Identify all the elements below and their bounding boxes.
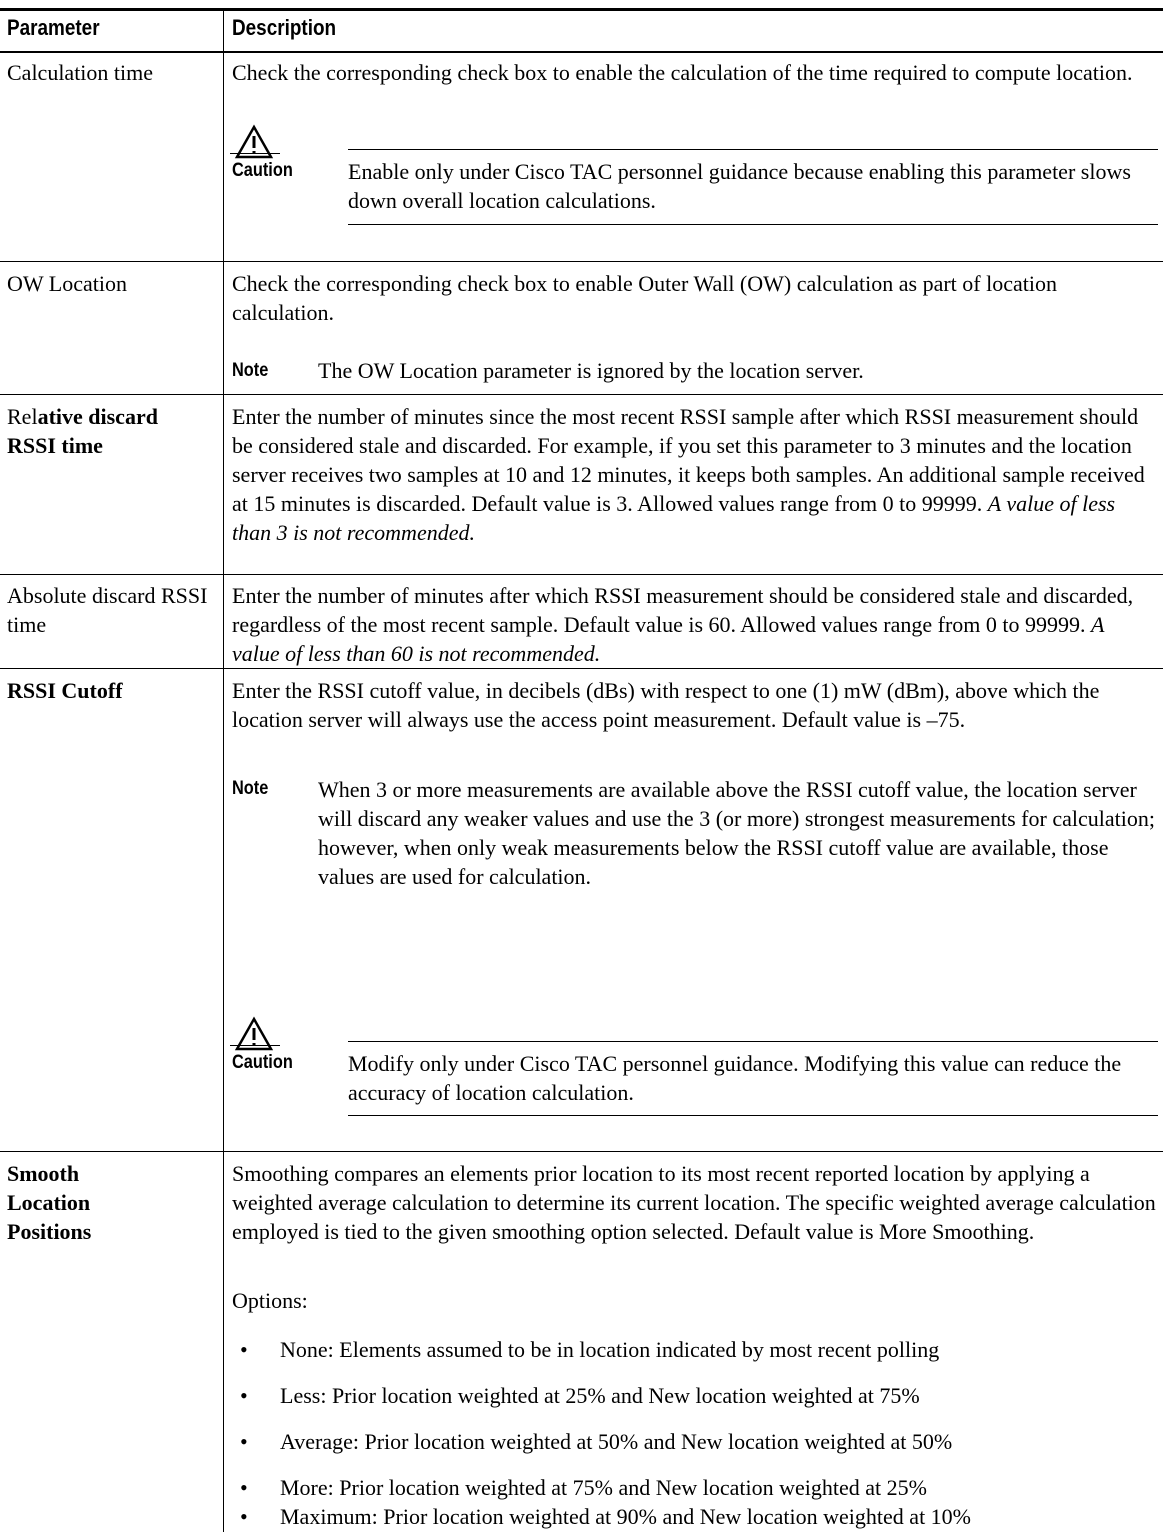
caution-text: Enable only under Cisco TAC personnel guidance because enabling this parameter slows down overall location calculations. [348, 159, 1131, 213]
column-header-description: Description [232, 15, 337, 40]
bullet-dot: • [240, 1383, 248, 1408]
column-divider [223, 11, 224, 1532]
caution-label: Caution [232, 160, 293, 181]
caution-icon-underline [230, 1045, 280, 1046]
note-text: When 3 or more measurements are available above the RSSI cutoff value, the location server will discard any weaker values and use the 3 (or more) strongest measurements for calculation; however, when only weak measurements below the RSSI cutoff value are available, those values are used for calculation. [318, 777, 1155, 889]
desc-absolute-discard-rssi-time [232, 581, 1157, 668]
param-absolute-discard-rssi-time: Absolute discard RSSI time [7, 583, 208, 637]
column-header-parameter: Parameter [7, 15, 100, 40]
param-smooth-location-positions: Smooth Location Positions [7, 1161, 92, 1244]
caution-top-rule [348, 1041, 1158, 1042]
row-separator [0, 1151, 1163, 1152]
caution-top-rule [348, 149, 1158, 150]
bullet-dot: • [240, 1504, 248, 1529]
param-rssi-cutoff: RSSI Cutoff [7, 678, 123, 703]
param-line2: RSSI time [7, 433, 103, 458]
row-separator [0, 261, 1163, 262]
option-text: Average: Prior location weighted at 50% and New location weighted at 50% [280, 1429, 953, 1454]
note-text: The OW Location parameter is ignored by the location server. [318, 358, 864, 383]
note-label: Note [232, 778, 269, 799]
option-text: None: Elements assumed to be in location indicated by most recent polling [280, 1337, 940, 1362]
caution-warning-icon [233, 1016, 275, 1054]
header-bottom-rule [0, 51, 1163, 53]
row-separator [0, 574, 1163, 575]
desc-ow-location: Check the corresponding check box to enable Outer Wall (OW) calculation as part of location calculation. [232, 271, 1057, 325]
param-calculation-time: Calculation time [7, 60, 154, 85]
option-text: Maximum: Prior location weighted at 90% and New location weighted at 10% [280, 1504, 972, 1529]
bullet-dot: • [240, 1429, 248, 1454]
param-bold: ative discard [37, 404, 158, 429]
caution-bottom-rule [348, 1115, 1158, 1116]
desc-text: Enter the number of minutes since the most recent RSSI sample after which RSSI measurement should be considered stale and discarded. For example, if you set this parameter to 3 minutes and the location server receives two samples at 10 and 12 minutes, it keeps both samples. An additional sample received at 15 minutes is discarded. Default value is 3. Allowed values range from 0 to 99999. [232, 404, 1145, 516]
caution-icon-underline [230, 153, 280, 154]
row-separator [0, 394, 1163, 395]
caution-bottom-rule [348, 224, 1158, 225]
header-top-rule [0, 8, 1163, 11]
option-text: More: Prior location weighted at 75% and New location weighted at 25% [280, 1475, 927, 1500]
caution-text: Modify only under Cisco TAC personnel guidance. Modifying this value can reduce the accuracy of location calculation. [348, 1051, 1122, 1105]
desc-text: Enter the number of minutes after which RSSI measurement should be considered stale and discarded, regardless of the most recent sample. Default value is 60. Allowed values range from 0 to 99999. [232, 583, 1134, 637]
param-ow-location: OW Location [7, 271, 127, 296]
option-text: Less: Prior location weighted at 25% and New location weighted at 75% [280, 1383, 920, 1408]
desc-italic-note: A value of less than 3 is not recommended. [232, 491, 1116, 545]
param-relative-discard-rssi-time [7, 402, 217, 460]
row-separator [0, 668, 1163, 669]
desc-italic-note: A value of less than 60 is not recommended. [232, 612, 1105, 666]
desc-smooth-location-positions: Smoothing compares an elements prior location to its most recent reported location by applying a weighted average calculation to determine its current location. The specific weighted average calculation employed is tied to the given smoothing option selected. Default value is More Smoothing. [232, 1161, 1156, 1244]
bullet-dot: • [240, 1475, 248, 1500]
desc-calculation-time: Check the corresponding check box to enable the calculation of the time required to compute location. [232, 60, 1133, 85]
caution-warning-icon [233, 124, 275, 162]
note-label: Note [232, 360, 269, 381]
options-label: Options: [232, 1288, 308, 1313]
desc-relative-discard-rssi-time [232, 402, 1157, 547]
bullet-dot: • [240, 1337, 248, 1362]
caution-label: Caution [232, 1052, 293, 1073]
desc-rssi-cutoff: Enter the RSSI cutoff value, in decibels (dBs) with respect to one (1) mW (dBm), above which the location server will always use the access point measurement. Default value is –75. [232, 678, 1100, 732]
param-prefix: Rel [7, 404, 38, 429]
